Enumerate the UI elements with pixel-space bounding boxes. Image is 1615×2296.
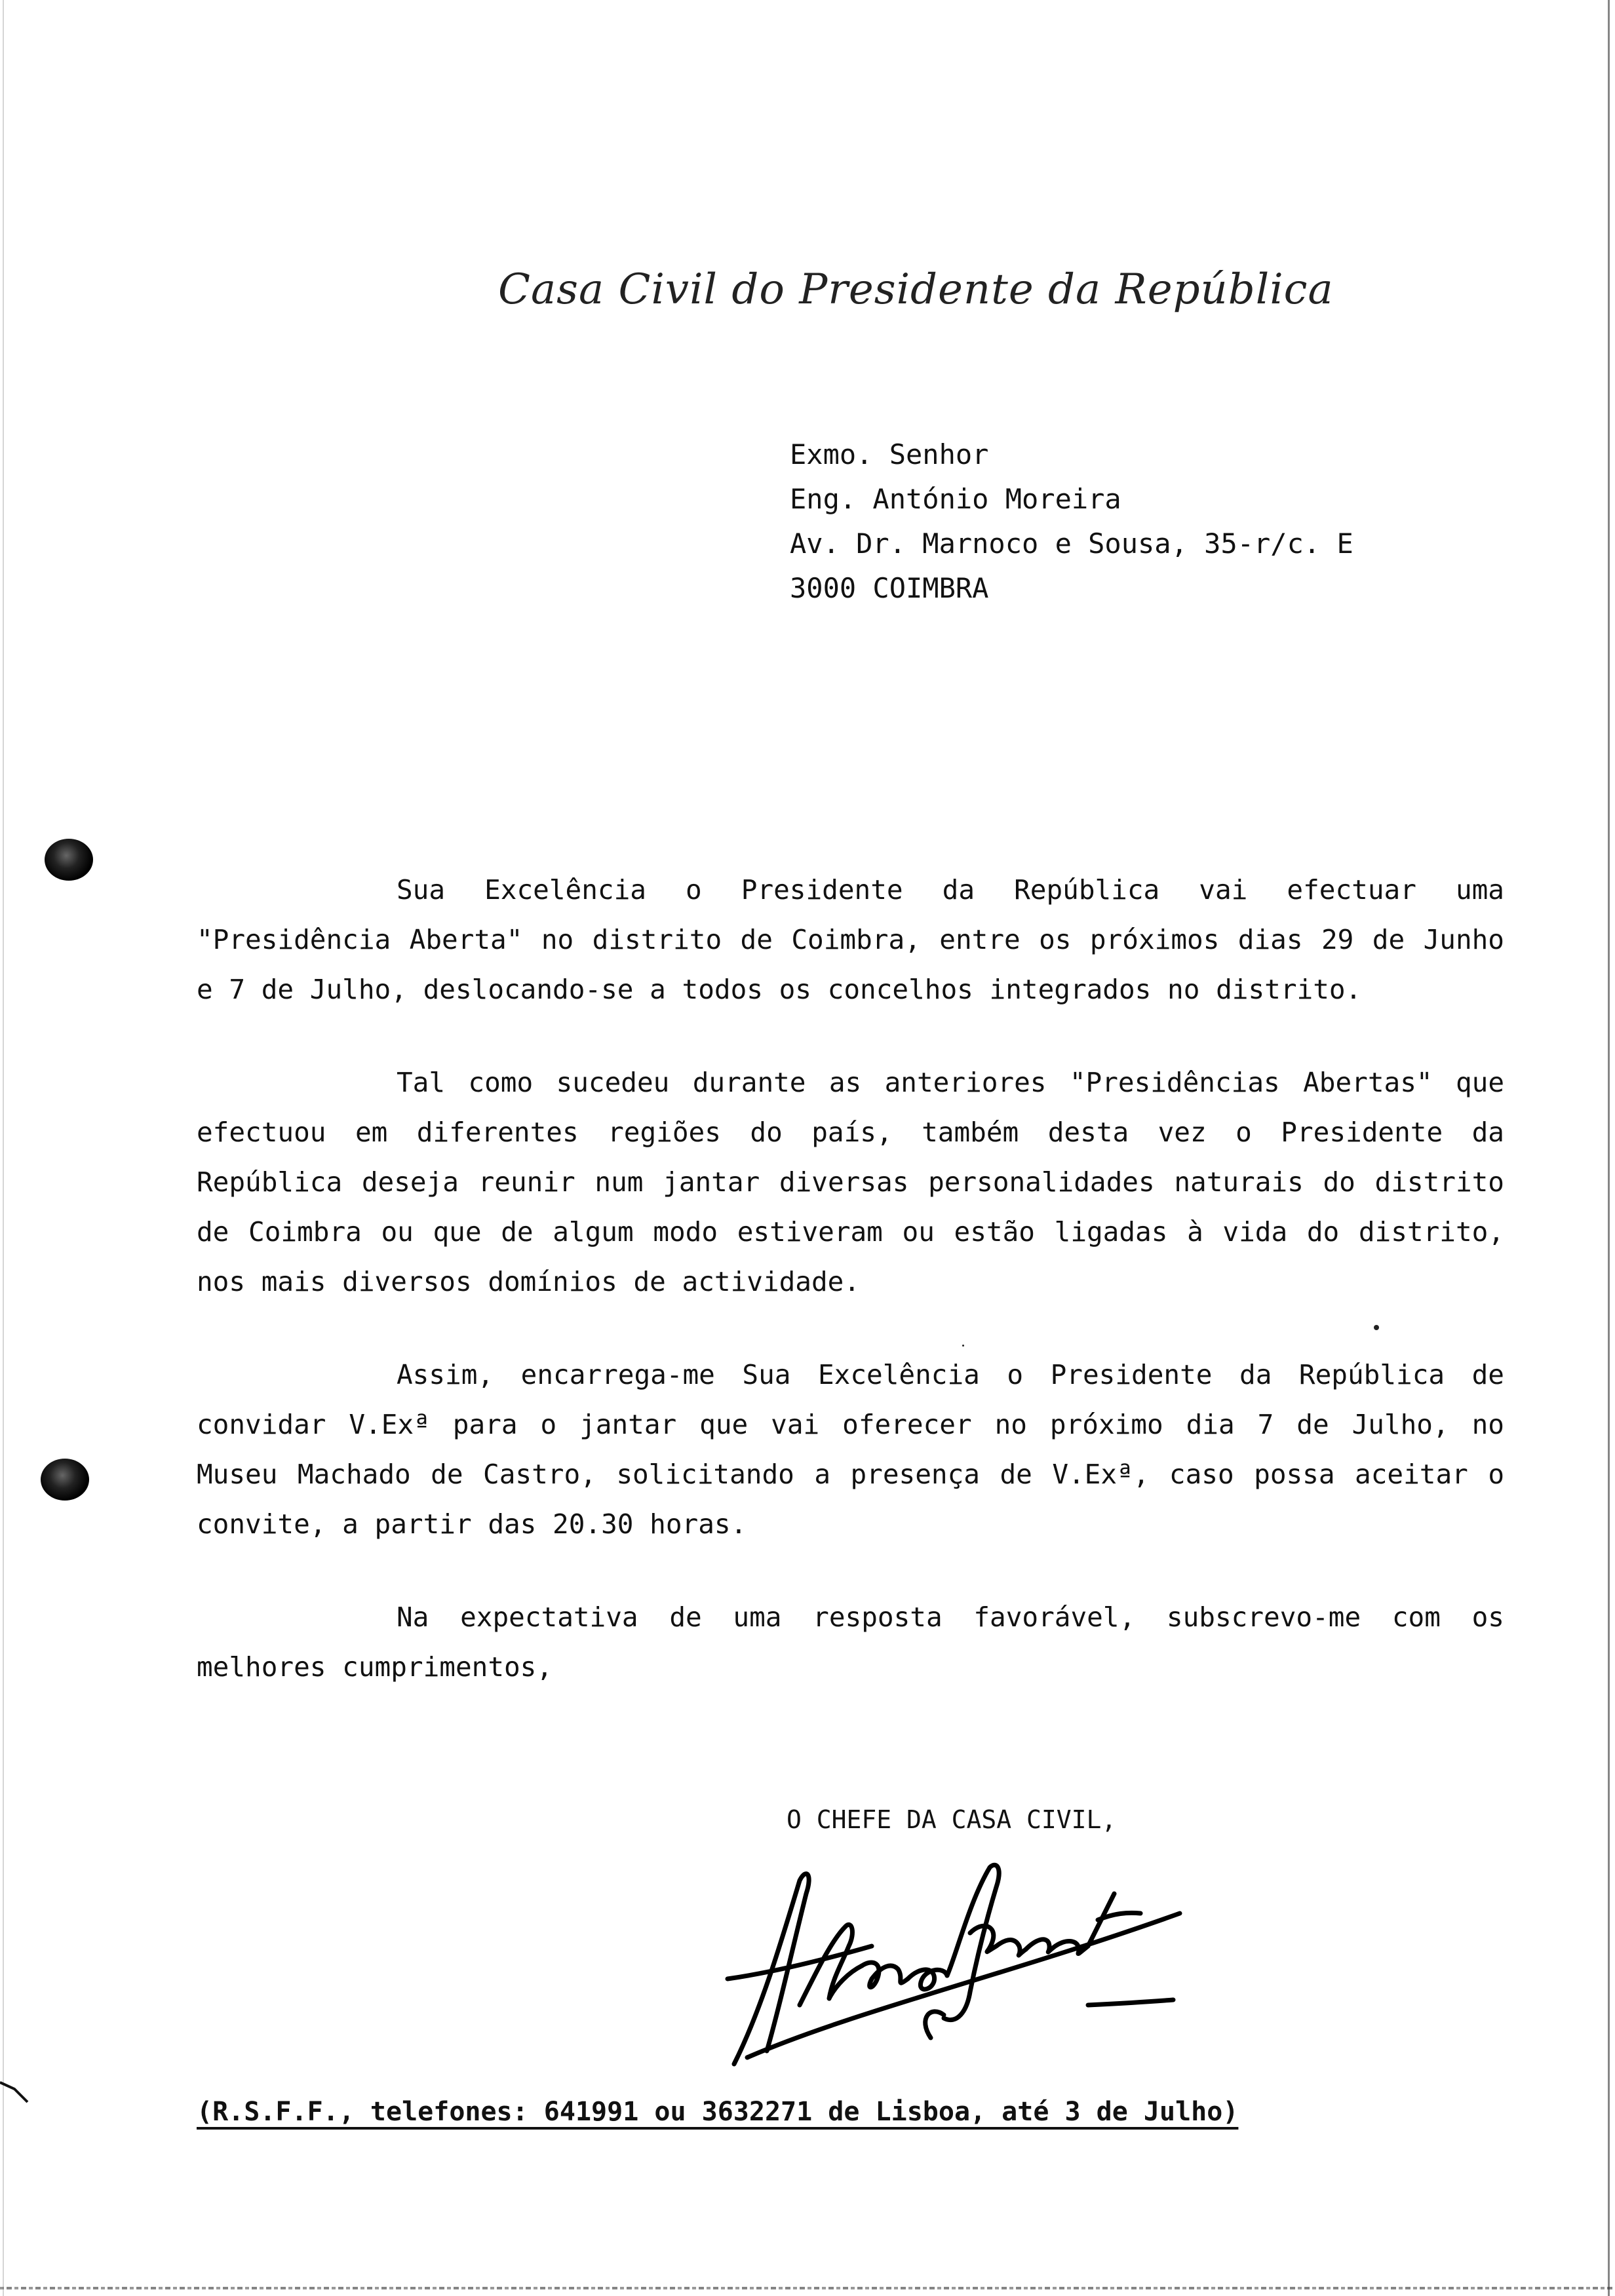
address-line: 3000 COIMBRA xyxy=(790,572,989,604)
text-line: "Presidência Aberta" no distrito de Coimbra, entre os próximos dias 29 de Junho xyxy=(197,924,1504,955)
text-line: melhores cumprimentos, xyxy=(197,1651,553,1683)
text-line: República deseja reunir num jantar diversas personalidades naturais do distrito xyxy=(197,1166,1504,1198)
text-line: e 7 de Julho, deslocando-se a todos os concelhos integrados no distrito. xyxy=(197,974,1362,1005)
text-line: Sua Excelência o Presidente da República vai efectuar uma xyxy=(397,874,1504,906)
address-line: Exmo. Senhor xyxy=(790,438,989,470)
text-line: convite, a partir das 20.30 horas. xyxy=(197,1508,747,1540)
page-right-edge xyxy=(1608,0,1610,2296)
page-left-edge xyxy=(3,0,4,2296)
address-line: Eng. António Moreira xyxy=(790,483,1121,515)
address-line: Av. Dr. Marnoco e Sousa, 35-r/c. E xyxy=(790,527,1353,560)
punch-hole-top xyxy=(45,839,93,881)
margin-stroke xyxy=(0,2077,39,2103)
text-line: Tal como sucedeu durante as anteriores "Presidências Abertas" que xyxy=(397,1067,1504,1098)
handwritten-signature xyxy=(721,1848,1193,2071)
footnote: (R.S.F.F., telefones: 641991 ou 3632271 de Lisboa, até 3 de Julho) xyxy=(197,2097,1239,2127)
signatory-title: O CHEFE DA CASA CIVIL, xyxy=(787,1805,1117,1834)
paragraph-3 xyxy=(197,1350,1504,1549)
recipient-address xyxy=(790,432,1353,611)
paragraph-1 xyxy=(197,865,1504,1014)
text-line: Assim, encarrega-me Sua Excelência o Presidente da República de xyxy=(397,1359,1504,1390)
letterhead-title: Casa Civil do Presidente da República xyxy=(498,265,1334,314)
page-bottom-edge xyxy=(0,2287,1615,2289)
text-line: convidar V.Exª para o jantar que vai oferecer no próximo dia 7 de Julho, no xyxy=(197,1409,1504,1440)
letter-body xyxy=(197,865,1504,1735)
text-line: efectuou em diferentes regiões do país, também desta vez o Presidente da xyxy=(197,1117,1504,1148)
text-line: Museu Machado de Castro, solicitando a presença de V.Exª, caso possa aceitar o xyxy=(197,1459,1504,1490)
text-line: Na expectativa de uma resposta favorável, subscrevo-me com os xyxy=(397,1601,1504,1633)
paragraph-4 xyxy=(197,1592,1504,1692)
text-line: de Coimbra ou que de algum modo estiveram ou estão ligadas à vida do distrito, xyxy=(197,1216,1504,1248)
text-line: nos mais diversos domínios de actividade. xyxy=(197,1266,861,1297)
punch-hole-bottom xyxy=(41,1459,89,1501)
paragraph-2 xyxy=(197,1058,1504,1307)
